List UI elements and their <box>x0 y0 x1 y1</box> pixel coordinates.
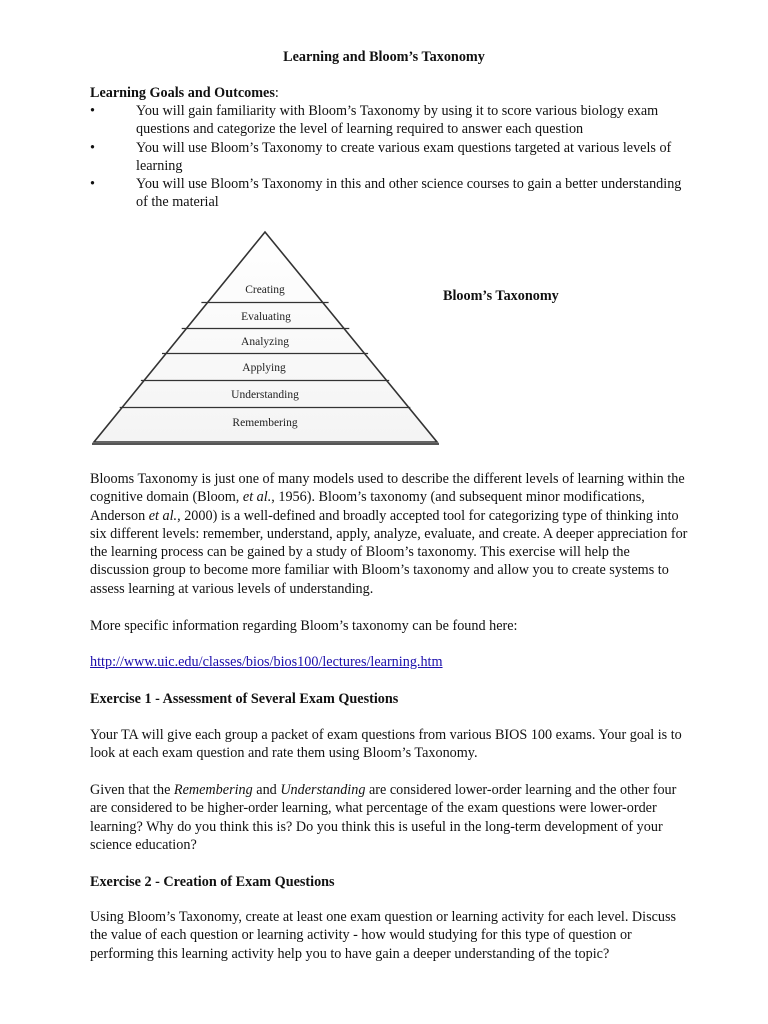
goal-item <box>90 102 690 139</box>
intro-etal-1: et al. <box>242 489 272 506</box>
exercise-1-question-paragraph <box>90 781 690 854</box>
exercise-1-paragraph: Your TA will give each group a packet of exam questions from various BIOS 100 exams. Your goal is to look at each exam question and rate them using Bloom’s Taxonomy. <box>90 727 682 762</box>
pyramid-level-analyzing: Analyzing <box>241 336 289 348</box>
goals-list <box>90 102 690 212</box>
bullet-icon: • <box>90 103 95 119</box>
bullet-icon: • <box>90 139 95 156</box>
intro-paragraph <box>90 470 690 598</box>
question-em-remembering: Remembering <box>173 782 253 798</box>
question-em-understanding: Understanding <box>280 782 366 798</box>
exercise-1-heading: Exercise 1 - Assessment of Several Exam Questions <box>90 691 399 707</box>
pyramid-caption: Bloom’s Taxonomy <box>443 288 559 304</box>
intro-text-c: , 2000) is a well-defined and broadly accepted tool for categorizing type of thinking into six different levels: remember, understand, apply, analyze, evaluate, and create. A deeper appreciation for the learning process can be gained by a study of Bloom’s taxonomy. This exercise will help the discussion group to become more familiar with Bloom’s taxonomy and allow you to create systems to assess learning at various levels of understanding. <box>90 507 688 597</box>
pyramid-level-remembering: Remembering <box>232 417 298 429</box>
pyramid-level-understanding: Understanding <box>231 389 299 401</box>
bullet-icon: • <box>90 176 95 193</box>
intro-text-a: Blooms Taxonomy is just one of many models used to describe the different levels of learning within the cognitive domain (Bloom, <box>90 471 685 506</box>
intro-etal-2: et al. <box>148 507 178 524</box>
goals-heading-colon: : <box>274 85 279 101</box>
pyramid-level-applying: Applying <box>242 362 286 374</box>
intro-text-b: , 1956). Bloom’s taxonomy (and subsequent minor modifications, Anderson <box>90 489 645 524</box>
question-text-b: and <box>252 782 281 798</box>
blooms-info-link[interactable]: http://www.uic.edu/classes/bios/bios100/lectures/learning.htm <box>90 654 443 670</box>
goals-heading <box>90 84 279 102</box>
goal-text: You will use Bloom’s Taxonomy in this and other science courses to gain a better understanding of the material <box>136 176 682 211</box>
goal-item <box>90 175 690 212</box>
pyramid-level-evaluating: Evaluating <box>241 311 291 323</box>
exercise-2-paragraph: Using Bloom’s Taxonomy, create at least one exam question or learning activity for each level. Discuss the value of each question or learning activity - how would studying for this type of question or performing this learning activity help you to have gain a deeper understanding of the topic? <box>90 909 677 962</box>
exercise-2-heading: Exercise 2 - Creation of Exam Questions <box>90 874 335 890</box>
question-text-a: Given that the <box>90 782 174 798</box>
question-text-c: are considered lower-order learning and the other four are considered to be higher-order learning, what percentage of the exam questions were lower-order learning? Why do you think this is? Do you think this is useful in the long-term development of your science education? <box>90 782 677 853</box>
blooms-pyramid-diagram <box>88 226 443 448</box>
goal-item <box>90 139 690 176</box>
more-info-paragraph: More specific information regarding Bloom’s taxonomy can be found here: <box>90 618 518 634</box>
goals-heading-text: Learning Goals and Outcomes <box>90 85 275 101</box>
goal-text: You will gain familiarity with Bloom’s Taxonomy by using it to score various biology exam questions and categorize the level of learning required to answer each question <box>136 103 659 138</box>
pyramid-level-creating: Creating <box>245 284 285 296</box>
document-title: Learning and Bloom’s Taxonomy <box>283 49 485 65</box>
goal-text: You will use Bloom’s Taxonomy to create various exam questions targeted at various levels of learning <box>136 139 672 174</box>
